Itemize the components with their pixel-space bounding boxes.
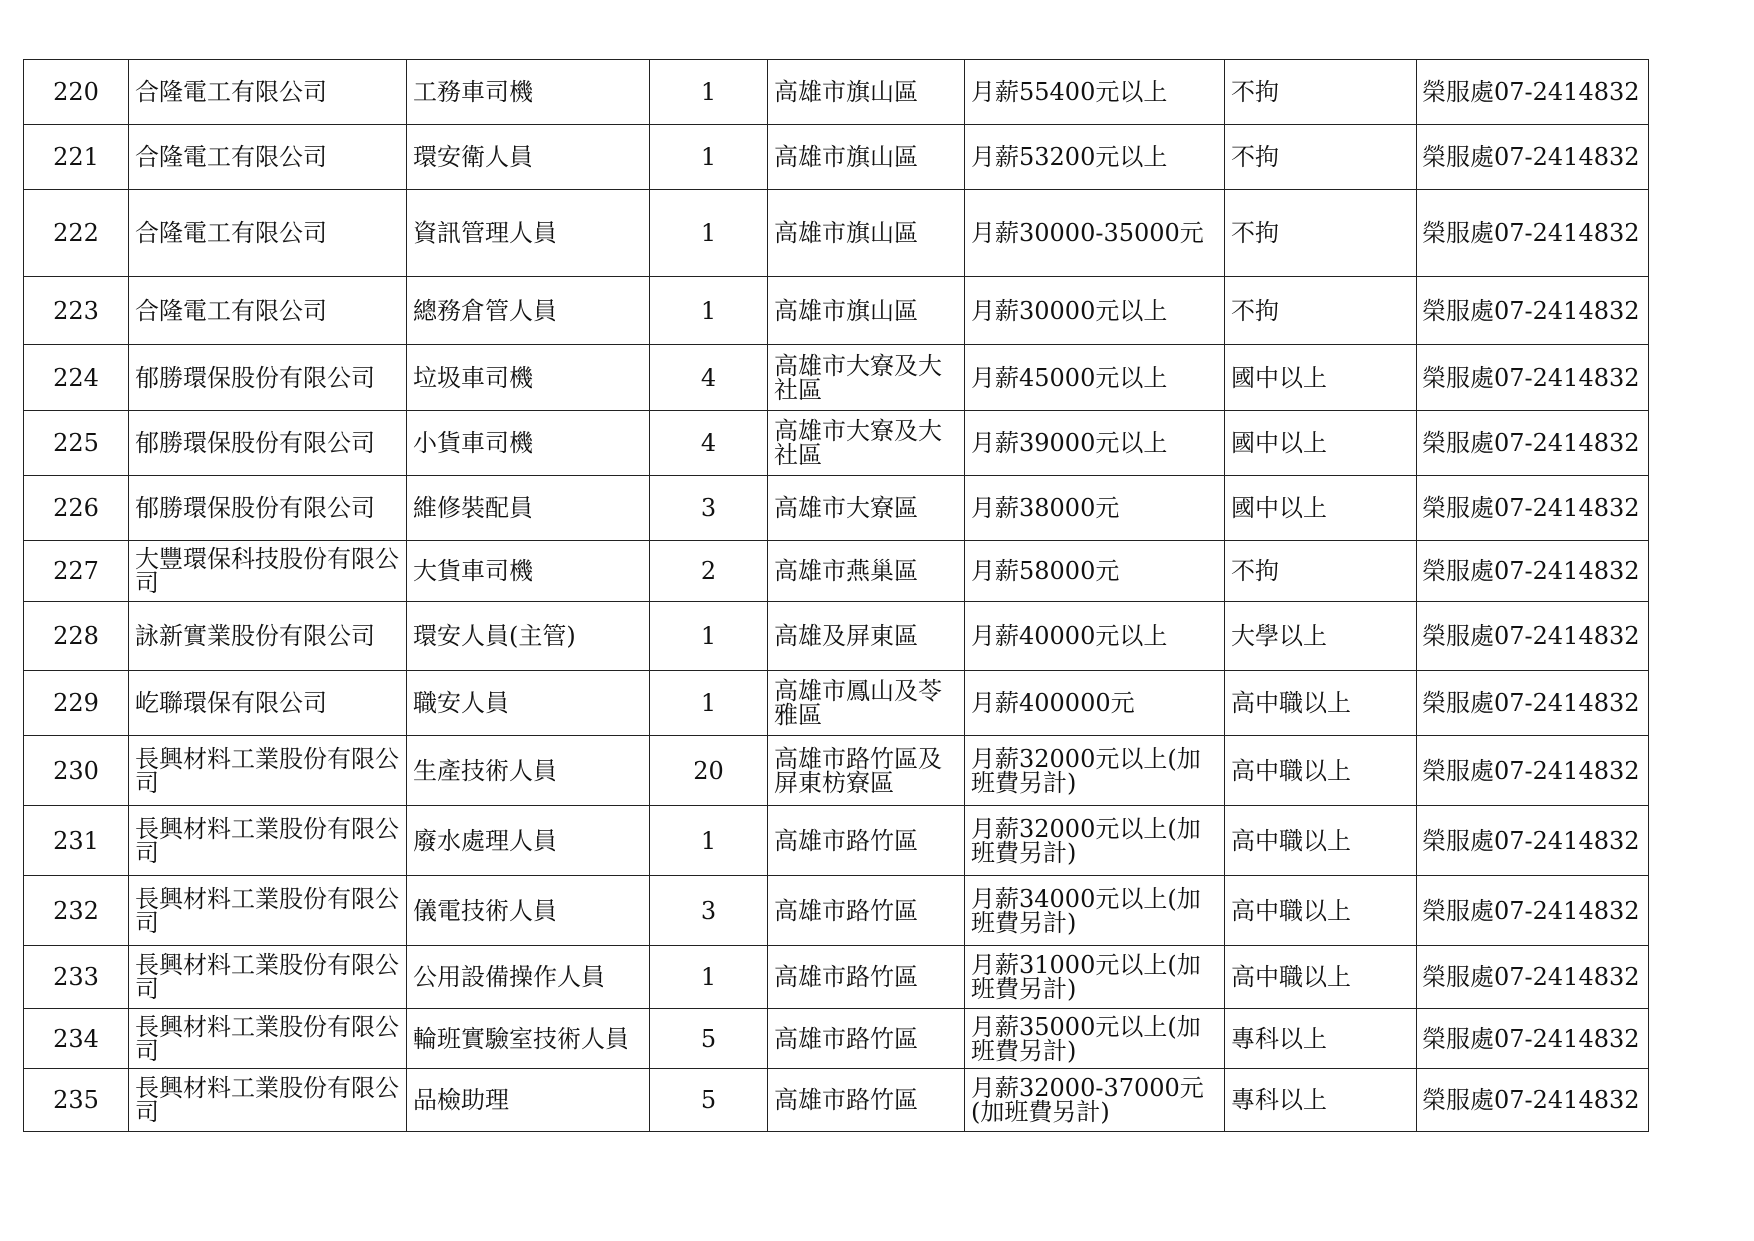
row-number-cell: 226 (24, 476, 129, 541)
contact-info-cell: 榮服處07-2414832 (1417, 671, 1649, 736)
job-title-cell: 品檢助理 (407, 1069, 650, 1132)
table-row (24, 946, 1649, 1009)
job-listing-table (23, 59, 1649, 1132)
salary-cell: 月薪35000元以上(加班費另計) (965, 1009, 1225, 1069)
job-title-cell: 資訊管理人員 (407, 190, 650, 277)
education-requirement-cell: 專科以上 (1225, 1009, 1417, 1069)
salary-cell: 月薪32000元以上(加班費另計) (965, 736, 1225, 806)
salary-cell: 月薪30000-35000元 (965, 190, 1225, 277)
table-row (24, 411, 1649, 476)
education-requirement-cell: 不拘 (1225, 541, 1417, 602)
table-row (24, 125, 1649, 190)
job-title-cell: 大貨車司機 (407, 541, 650, 602)
job-title-cell: 環安衛人員 (407, 125, 650, 190)
headcount-cell: 1 (650, 277, 768, 345)
contact-info-cell: 榮服處07-2414832 (1417, 541, 1649, 602)
table-row (24, 736, 1649, 806)
headcount-cell: 1 (650, 602, 768, 671)
row-number-cell: 231 (24, 806, 129, 876)
education-requirement-cell: 專科以上 (1225, 1069, 1417, 1132)
headcount-cell: 3 (650, 476, 768, 541)
contact-info-cell: 榮服處07-2414832 (1417, 806, 1649, 876)
table-row (24, 190, 1649, 277)
work-location-cell: 高雄市旗山區 (768, 60, 965, 125)
work-location-cell: 高雄市大寮區 (768, 476, 965, 541)
company-name-cell: 長興材料工業股份有限公司 (129, 1069, 407, 1132)
row-number-cell: 221 (24, 125, 129, 190)
education-requirement-cell: 不拘 (1225, 125, 1417, 190)
row-number-cell: 230 (24, 736, 129, 806)
education-requirement-cell: 不拘 (1225, 190, 1417, 277)
headcount-cell: 5 (650, 1009, 768, 1069)
table-row (24, 541, 1649, 602)
table-row (24, 602, 1649, 671)
company-name-cell: 郁勝環保股份有限公司 (129, 476, 407, 541)
work-location-cell: 高雄市旗山區 (768, 277, 965, 345)
row-number-cell: 223 (24, 277, 129, 345)
work-location-cell: 高雄市路竹區 (768, 876, 965, 946)
company-name-cell: 詠新實業股份有限公司 (129, 602, 407, 671)
company-name-cell: 長興材料工業股份有限公司 (129, 806, 407, 876)
row-number-cell: 234 (24, 1009, 129, 1069)
table-row (24, 345, 1649, 411)
contact-info-cell: 榮服處07-2414832 (1417, 190, 1649, 277)
contact-info-cell: 榮服處07-2414832 (1417, 602, 1649, 671)
job-title-cell: 小貨車司機 (407, 411, 650, 476)
work-location-cell: 高雄市路竹區及屏東枋寮區 (768, 736, 965, 806)
contact-info-cell: 榮服處07-2414832 (1417, 411, 1649, 476)
contact-info-cell: 榮服處07-2414832 (1417, 277, 1649, 345)
salary-cell: 月薪400000元 (965, 671, 1225, 736)
salary-cell: 月薪53200元以上 (965, 125, 1225, 190)
headcount-cell: 2 (650, 541, 768, 602)
job-title-cell: 垃圾車司機 (407, 345, 650, 411)
salary-cell: 月薪39000元以上 (965, 411, 1225, 476)
work-location-cell: 高雄市鳳山及苓雅區 (768, 671, 965, 736)
education-requirement-cell: 大學以上 (1225, 602, 1417, 671)
job-title-cell: 工務車司機 (407, 60, 650, 125)
table-row (24, 876, 1649, 946)
headcount-cell: 4 (650, 345, 768, 411)
table-row (24, 1009, 1649, 1069)
work-location-cell: 高雄市大寮及大社區 (768, 411, 965, 476)
table-row (24, 60, 1649, 125)
row-number-cell: 224 (24, 345, 129, 411)
headcount-cell: 1 (650, 190, 768, 277)
education-requirement-cell: 高中職以上 (1225, 876, 1417, 946)
salary-cell: 月薪55400元以上 (965, 60, 1225, 125)
salary-cell: 月薪32000-37000元(加班費另計) (965, 1069, 1225, 1132)
row-number-cell: 227 (24, 541, 129, 602)
contact-info-cell: 榮服處07-2414832 (1417, 60, 1649, 125)
work-location-cell: 高雄市路竹區 (768, 946, 965, 1009)
company-name-cell: 合隆電工有限公司 (129, 125, 407, 190)
table-row (24, 671, 1649, 736)
work-location-cell: 高雄市旗山區 (768, 190, 965, 277)
company-name-cell: 郁勝環保股份有限公司 (129, 411, 407, 476)
education-requirement-cell: 國中以上 (1225, 411, 1417, 476)
job-title-cell: 維修裝配員 (407, 476, 650, 541)
row-number-cell: 235 (24, 1069, 129, 1132)
table-body (24, 60, 1649, 1132)
salary-cell: 月薪38000元 (965, 476, 1225, 541)
row-number-cell: 233 (24, 946, 129, 1009)
work-location-cell: 高雄市燕巢區 (768, 541, 965, 602)
work-location-cell: 高雄市路竹區 (768, 1009, 965, 1069)
salary-cell: 月薪45000元以上 (965, 345, 1225, 411)
headcount-cell: 1 (650, 806, 768, 876)
work-location-cell: 高雄市旗山區 (768, 125, 965, 190)
education-requirement-cell: 國中以上 (1225, 345, 1417, 411)
education-requirement-cell: 不拘 (1225, 60, 1417, 125)
headcount-cell: 1 (650, 60, 768, 125)
salary-cell: 月薪30000元以上 (965, 277, 1225, 345)
row-number-cell: 222 (24, 190, 129, 277)
contact-info-cell: 榮服處07-2414832 (1417, 476, 1649, 541)
row-number-cell: 225 (24, 411, 129, 476)
work-location-cell: 高雄市路竹區 (768, 1069, 965, 1132)
job-title-cell: 廢水處理人員 (407, 806, 650, 876)
company-name-cell: 合隆電工有限公司 (129, 277, 407, 345)
salary-cell: 月薪34000元以上(加班費另計) (965, 876, 1225, 946)
education-requirement-cell: 高中職以上 (1225, 806, 1417, 876)
contact-info-cell: 榮服處07-2414832 (1417, 946, 1649, 1009)
job-title-cell: 生產技術人員 (407, 736, 650, 806)
education-requirement-cell: 高中職以上 (1225, 736, 1417, 806)
job-title-cell: 環安人員(主管) (407, 602, 650, 671)
company-name-cell: 郁勝環保股份有限公司 (129, 345, 407, 411)
row-number-cell: 229 (24, 671, 129, 736)
company-name-cell: 長興材料工業股份有限公司 (129, 946, 407, 1009)
work-location-cell: 高雄及屏東區 (768, 602, 965, 671)
contact-info-cell: 榮服處07-2414832 (1417, 345, 1649, 411)
job-title-cell: 職安人員 (407, 671, 650, 736)
salary-cell: 月薪32000元以上(加班費另計) (965, 806, 1225, 876)
company-name-cell: 合隆電工有限公司 (129, 60, 407, 125)
table-row (24, 476, 1649, 541)
company-name-cell: 長興材料工業股份有限公司 (129, 1009, 407, 1069)
headcount-cell: 4 (650, 411, 768, 476)
row-number-cell: 220 (24, 60, 129, 125)
work-location-cell: 高雄市路竹區 (768, 806, 965, 876)
table-row (24, 1069, 1649, 1132)
job-title-cell: 公用設備操作人員 (407, 946, 650, 1009)
contact-info-cell: 榮服處07-2414832 (1417, 1009, 1649, 1069)
education-requirement-cell: 不拘 (1225, 277, 1417, 345)
salary-cell: 月薪58000元 (965, 541, 1225, 602)
table-row (24, 277, 1649, 345)
contact-info-cell: 榮服處07-2414832 (1417, 125, 1649, 190)
company-name-cell: 合隆電工有限公司 (129, 190, 407, 277)
headcount-cell: 5 (650, 1069, 768, 1132)
salary-cell: 月薪31000元以上(加班費另計) (965, 946, 1225, 1009)
row-number-cell: 232 (24, 876, 129, 946)
job-title-cell: 總務倉管人員 (407, 277, 650, 345)
contact-info-cell: 榮服處07-2414832 (1417, 736, 1649, 806)
contact-info-cell: 榮服處07-2414832 (1417, 876, 1649, 946)
headcount-cell: 20 (650, 736, 768, 806)
education-requirement-cell: 國中以上 (1225, 476, 1417, 541)
job-title-cell: 儀電技術人員 (407, 876, 650, 946)
headcount-cell: 1 (650, 946, 768, 1009)
row-number-cell: 228 (24, 602, 129, 671)
headcount-cell: 1 (650, 125, 768, 190)
company-name-cell: 大豐環保科技股份有限公司 (129, 541, 407, 602)
headcount-cell: 1 (650, 671, 768, 736)
job-title-cell: 輪班實驗室技術人員 (407, 1009, 650, 1069)
company-name-cell: 屹聯環保有限公司 (129, 671, 407, 736)
salary-cell: 月薪40000元以上 (965, 602, 1225, 671)
table-row (24, 806, 1649, 876)
education-requirement-cell: 高中職以上 (1225, 946, 1417, 1009)
company-name-cell: 長興材料工業股份有限公司 (129, 736, 407, 806)
education-requirement-cell: 高中職以上 (1225, 671, 1417, 736)
headcount-cell: 3 (650, 876, 768, 946)
work-location-cell: 高雄市大寮及大社區 (768, 345, 965, 411)
contact-info-cell: 榮服處07-2414832 (1417, 1069, 1649, 1132)
company-name-cell: 長興材料工業股份有限公司 (129, 876, 407, 946)
